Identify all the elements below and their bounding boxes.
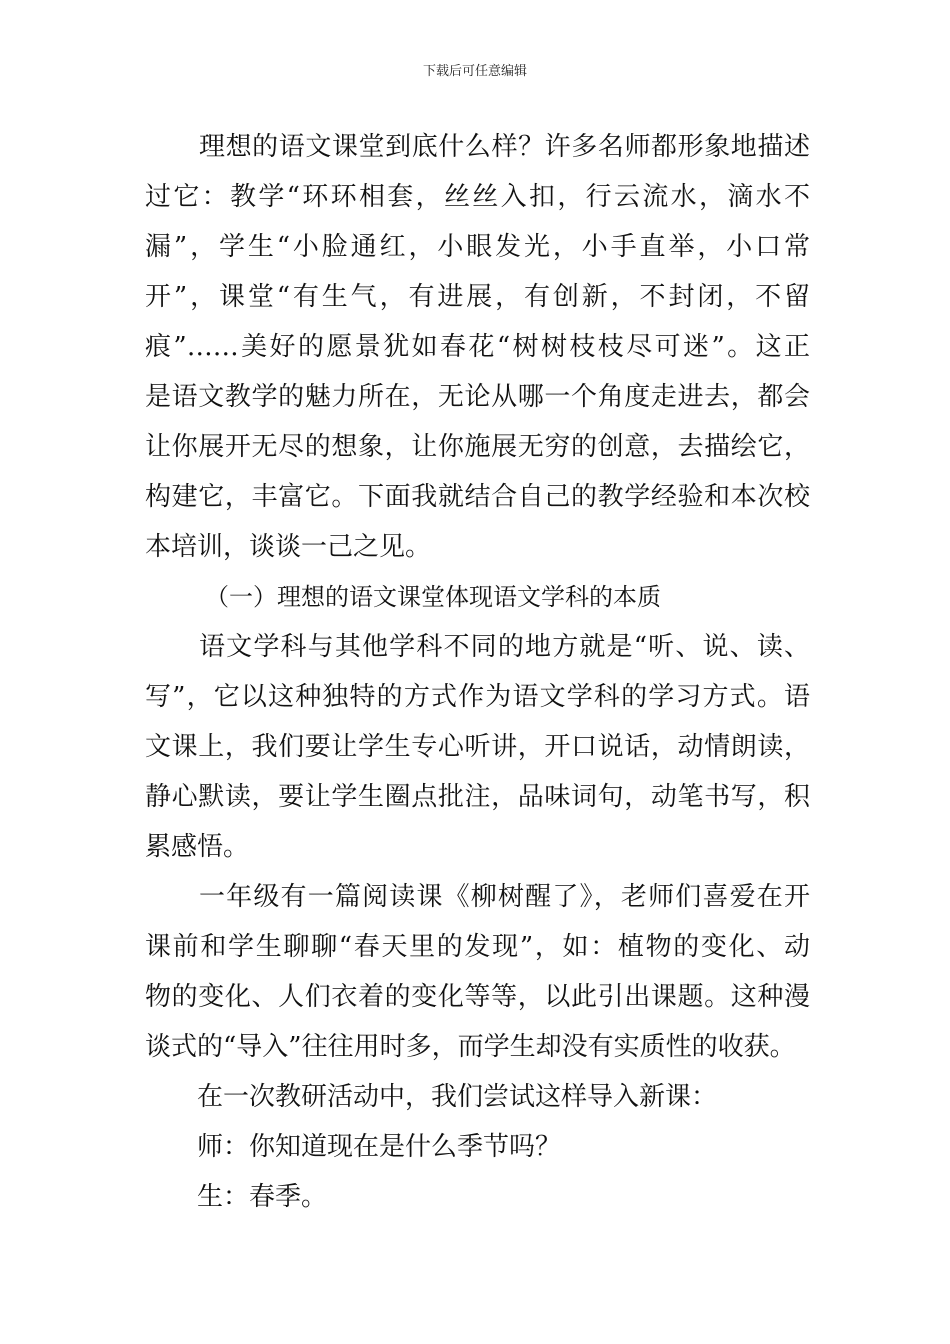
paragraph-subject-nature bbox=[145, 622, 810, 872]
text-line: 课前和学生聊聊“春天里的发现”，如：植物的变化、动 bbox=[145, 932, 810, 962]
text-line: 本培训，谈谈一己之见。 bbox=[145, 532, 432, 562]
page-header: 下载后可任意编辑 bbox=[422, 64, 527, 79]
text-line: 过它：教学“环环相套，丝丝入扣，行云流水，滴水不 bbox=[145, 182, 810, 212]
section-heading bbox=[145, 572, 810, 622]
document-body bbox=[145, 122, 810, 1222]
text-line: 文课上，我们要让学生专心听讲，开口说话，动情朗读， bbox=[145, 732, 810, 762]
text-line: 一年级有一篇阅读课《柳树醒了》，老师们喜爱在开 bbox=[199, 882, 810, 912]
paragraph-intro bbox=[145, 122, 810, 572]
dialogue-teacher bbox=[145, 1122, 810, 1172]
text-line: 构建它，丰富它。下面我就结合自己的教学经验和本次校 bbox=[145, 482, 810, 512]
text-line: 物的变化、人们衣着的变化等等，以此引出课题。这种漫 bbox=[145, 982, 810, 1012]
text-line: 累感悟。 bbox=[145, 832, 250, 862]
text-line: 生：春季。 bbox=[197, 1182, 328, 1212]
paragraph-teaching-activity bbox=[145, 1072, 810, 1122]
text-line: 静心默读，要让学生圈点批注，品味词句，动笔书写，积 bbox=[145, 782, 810, 812]
text-line: 理想的语文课堂到底什么样？许多名师都形象地描述 bbox=[199, 132, 810, 162]
text-line: 让你展开无尽的想象，让你施展无穷的创意，去描绘它， bbox=[145, 432, 810, 462]
text-line: 开”，课堂“有生气，有进展，有创新，不封闭，不留 bbox=[145, 282, 810, 312]
text-line: 语文学科与其他学科不同的地方就是“听、说、读、 bbox=[199, 632, 810, 662]
text-line: 在一次教研活动中，我们尝试这样导入新课： bbox=[197, 1082, 718, 1112]
section-heading-text: （一）理想的语文课堂体现语文学科的本质 bbox=[205, 583, 661, 611]
paragraph-example-lesson bbox=[145, 872, 810, 1072]
dialogue-student bbox=[145, 1172, 810, 1222]
text-line: 痕”……美好的愿景犹如春花“树树枝枝尽可迷”。这正 bbox=[145, 332, 810, 362]
text-line: 写”，它以这种独特的方式作为语文学科的学习方式。语 bbox=[145, 682, 810, 712]
text-line: 是语文教学的魅力所在，无论从哪一个角度走进去，都会 bbox=[145, 382, 810, 412]
text-line: 师：你知道现在是什么季节吗？ bbox=[197, 1132, 562, 1162]
text-line: 谈式的“导入”往往用时多，而学生却没有实质性的收获。 bbox=[145, 1032, 796, 1062]
text-line: 漏”，学生“小脸通红，小眼发光，小手直举，小口常 bbox=[145, 232, 810, 262]
